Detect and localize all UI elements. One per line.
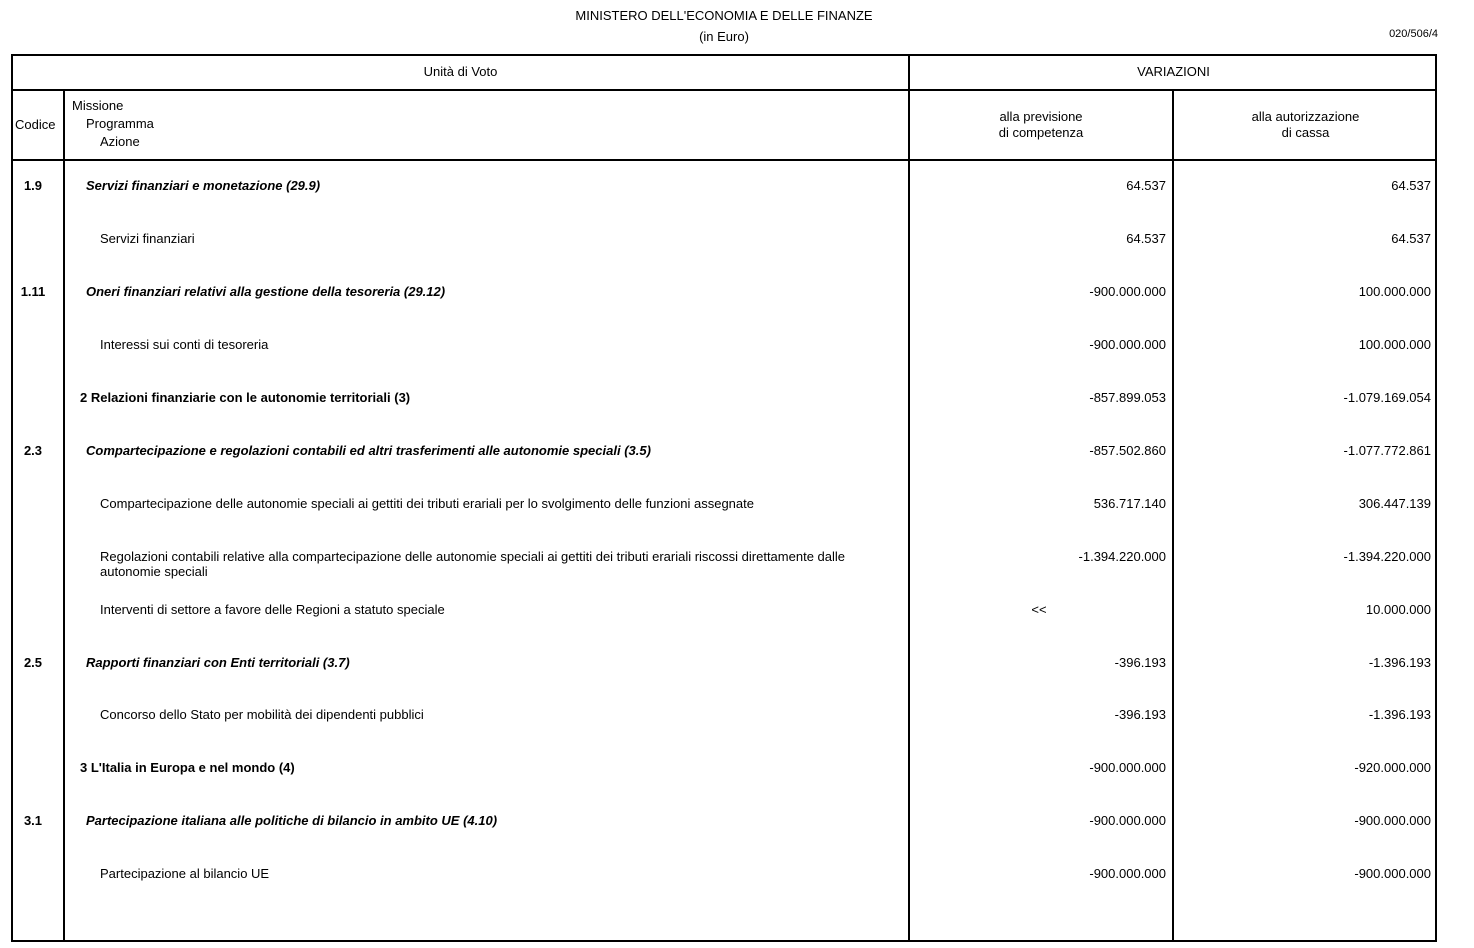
col-divider-variazioni — [908, 54, 910, 942]
row-cassa: 100.000.000 — [1358, 284, 1431, 299]
row-competenza: 536.717.140 — [1093, 496, 1166, 511]
competenza-header-line2: di competenza — [998, 125, 1084, 140]
row-cassa: -1.077.772.861 — [1343, 443, 1431, 458]
row-cassa: 64.537 — [1391, 231, 1431, 246]
row-code: 3.1 — [23, 813, 43, 828]
col-divider-codice — [63, 89, 65, 942]
row-competenza: -900.000.000 — [1089, 760, 1166, 775]
row-code: 1.9 — [23, 178, 43, 193]
row-code: 2.5 — [23, 655, 43, 670]
header-divider-2 — [11, 159, 1437, 161]
cassa-header-line2: di cassa — [1281, 125, 1330, 140]
row-code: 2.3 — [23, 443, 43, 458]
row-program: Rapporti finanziari con Enti territoriali (3.7) — [86, 655, 350, 670]
row-competenza: -396.193 — [1114, 655, 1166, 670]
row-program: Oneri finanziari relativi alla gestione della tesoreria (29.12) — [86, 284, 446, 299]
cassa-header-line1: alla autorizzazione — [1251, 109, 1360, 124]
row-action: Regolazioni contabili relative alla compartecipazione delle autonomie speciali ai gettiti dei tributi erariali riscossi direttamente dalle autonomie speciali — [100, 549, 845, 579]
row-program: Servizi finanziari e monetazione (29.9) — [86, 178, 321, 193]
row-action: Compartecipazione delle autonomie speciali ai gettiti dei tributi erariali per lo svolgimento delle funzioni assegnate — [100, 496, 754, 511]
row-competenza: 64.537 — [1126, 178, 1166, 193]
competenza-header-line1: alla previsione — [999, 109, 1083, 124]
missione-header: Missione — [72, 98, 124, 113]
row-competenza: -857.502.860 — [1089, 443, 1166, 458]
unita-di-voto-header: Unità di Voto — [423, 64, 498, 79]
row-competenza: << — [1031, 602, 1047, 617]
row-cassa: 100.000.000 — [1358, 337, 1431, 352]
ministry-title: MINISTERO DELL'ECONOMIA E DELLE FINANZE — [575, 8, 873, 23]
document-number: 020/506/4 — [1389, 28, 1438, 40]
currency-unit: (in Euro) — [699, 29, 749, 44]
row-action: Concorso dello Stato per mobilità dei dipendenti pubblici — [100, 707, 424, 722]
row-cassa: 306.447.139 — [1358, 496, 1431, 511]
row-mission: 3 L'Italia in Europa e nel mondo (4) — [80, 760, 295, 775]
row-cassa: -1.396.193 — [1368, 707, 1431, 722]
header-divider-1 — [11, 89, 1437, 91]
row-mission: 2 Relazioni finanziarie con le autonomie territoriali (3) — [80, 390, 411, 405]
row-program: Partecipazione italiana alle politiche di bilancio in ambito UE (4.10) — [86, 813, 498, 828]
row-cassa: -1.394.220.000 — [1343, 549, 1431, 564]
row-cassa: -920.000.000 — [1354, 760, 1431, 775]
codice-header: Codice — [15, 117, 56, 132]
row-competenza: -1.394.220.000 — [1078, 549, 1166, 564]
row-action: Servizi finanziari — [100, 231, 195, 246]
row-competenza: -900.000.000 — [1089, 866, 1166, 881]
row-action: Interventi di settore a favore delle Regioni a statuto speciale — [100, 602, 445, 617]
row-competenza: -900.000.000 — [1089, 813, 1166, 828]
row-competenza: 64.537 — [1126, 231, 1166, 246]
row-cassa: -1.396.193 — [1368, 655, 1431, 670]
row-cassa: -900.000.000 — [1354, 813, 1431, 828]
row-competenza: -900.000.000 — [1089, 337, 1166, 352]
row-action: Partecipazione al bilancio UE — [100, 866, 270, 881]
row-cassa: -900.000.000 — [1354, 866, 1431, 881]
row-competenza: -900.000.000 — [1089, 284, 1166, 299]
programma-header: Programma — [86, 116, 154, 131]
row-competenza: -857.899.053 — [1089, 390, 1166, 405]
row-competenza: -396.193 — [1114, 707, 1166, 722]
variazioni-header: VARIAZIONI — [1137, 64, 1210, 79]
row-code: 1.11 — [20, 284, 46, 299]
azione-header: Azione — [100, 134, 140, 149]
row-cassa: 10.000.000 — [1365, 602, 1431, 617]
row-action: Interessi sui conti di tesoreria — [100, 337, 269, 352]
row-program: Compartecipazione e regolazioni contabili ed altri trasferimenti alle autonomie speciali (3.5) — [86, 443, 651, 458]
col-divider-cassa — [1172, 89, 1174, 942]
row-cassa: 64.537 — [1391, 178, 1431, 193]
row-cassa: -1.079.169.054 — [1343, 390, 1431, 405]
